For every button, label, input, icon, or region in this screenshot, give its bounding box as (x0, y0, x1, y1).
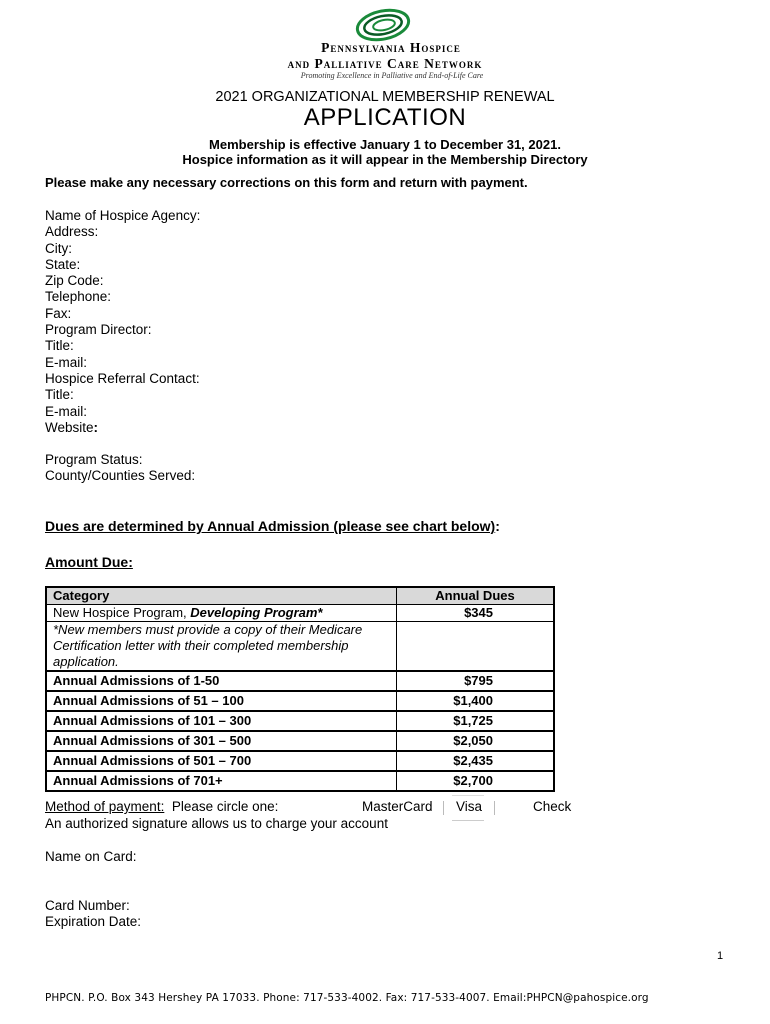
agency-fields (45, 208, 200, 436)
field-address[interactable]: Address: (45, 224, 99, 240)
tier-label: Annual Admissions of 501 – 700 (46, 751, 397, 771)
table-row (46, 605, 554, 622)
tier-dues: $795 (397, 671, 555, 691)
field-fax[interactable]: Fax: (45, 305, 72, 321)
table-row (46, 622, 554, 672)
field-agency-name[interactable]: Name of Hospice Agency: (45, 208, 201, 223)
header-annual-dues: Annual Dues (397, 587, 555, 605)
new-program-label: New Hospice Program, (53, 605, 191, 620)
field-expiration-date[interactable]: Expiration Date: (45, 914, 142, 929)
org-name-line2: and Palliative Care Network (287, 56, 483, 71)
page-number: 1 (717, 950, 724, 962)
field-director-title[interactable]: Title: (45, 338, 74, 354)
field-zip[interactable]: Zip Code: (45, 273, 104, 289)
table-header-row (46, 587, 554, 605)
field-referral-email[interactable]: E-mail: (45, 403, 88, 419)
tier-label: Annual Admissions of 101 – 300 (46, 711, 397, 731)
new-program-cell (46, 605, 397, 622)
org-tagline: Promoting Excellence in Palliative and End-of-Life Care (300, 71, 484, 80)
field-telephone[interactable]: Telephone: (45, 289, 112, 305)
option-divider (452, 795, 484, 796)
table-row (46, 691, 554, 711)
corrections-instruction: Please make any necessary corrections on this form and return with payment. (45, 175, 528, 190)
option-divider (494, 801, 495, 815)
medicare-note: *New members must provide a copy of their Medicare Certification letter with their completed membership application. (46, 622, 397, 672)
renewal-title: 2021 ORGANIZATIONAL MEMBERSHIP RENEWAL (215, 89, 555, 105)
effective-dates: Membership is effective January 1 to December 31, 2021. (209, 137, 561, 152)
field-card-number[interactable]: Card Number: (45, 898, 130, 913)
dues-heading-text: Dues are determined by Annual Admission (please see chart below) (45, 518, 496, 534)
application-title: APPLICATION (303, 104, 467, 131)
field-website[interactable] (45, 420, 200, 436)
tier-dues: $2,435 (397, 751, 555, 771)
tier-dues: $1,725 (397, 711, 555, 731)
program-fields (45, 452, 195, 485)
dues-heading-colon: : (495, 518, 500, 534)
table-row (46, 771, 554, 791)
field-city[interactable]: City: (45, 240, 72, 256)
tier-label: Annual Admissions of 701+ (46, 771, 397, 791)
tier-label: Annual Admissions of 301 – 500 (46, 731, 397, 751)
tier-label: Annual Admissions of 51 – 100 (46, 691, 397, 711)
dues-table (45, 586, 555, 792)
tier-label: Annual Admissions of 1-50 (46, 671, 397, 691)
tier-dues: $2,050 (397, 731, 555, 751)
field-program-status[interactable]: Program Status: (45, 452, 143, 467)
field-director-email[interactable]: E-mail: (45, 354, 88, 370)
field-name-on-card[interactable]: Name on Card: (45, 849, 137, 864)
field-program-director[interactable]: Program Director: (45, 322, 152, 338)
footer-contact: PHPCN. P.O. Box 343 Hershey PA 17033. Phone: 717-533-4002. Fax: 717-533-4007. Email:PHPCN@pahospice.org (45, 992, 649, 1004)
option-divider (452, 820, 484, 821)
field-counties-served[interactable]: County/Counties Served: (45, 468, 196, 484)
authorization-note: An authorized signature allows us to charge your account (45, 816, 388, 831)
field-website-colon: : (93, 419, 99, 435)
empty-cell (397, 622, 555, 672)
field-state[interactable]: State: (45, 256, 81, 272)
table-row (46, 751, 554, 771)
org-name-line1: Pennsylvania Hospice (321, 40, 461, 55)
tier-dues: $2,700 (397, 771, 555, 791)
new-program-emphasis: Developing Program* (190, 605, 323, 620)
amount-due-heading: Amount Due: (45, 554, 133, 570)
mastercard-option[interactable]: MasterCard (362, 799, 433, 814)
dues-heading (45, 518, 500, 534)
field-referral-contact[interactable]: Hospice Referral Contact: (45, 370, 200, 386)
circle-one-text: Please circle one: (164, 799, 279, 814)
payment-method (45, 799, 278, 814)
table-row (46, 731, 554, 751)
visa-option[interactable]: Visa (456, 799, 483, 814)
table-row (46, 711, 554, 731)
payment-method-label: Method of payment: (45, 799, 165, 814)
tier-dues: $1,400 (397, 691, 555, 711)
table-row (46, 671, 554, 691)
header-category: Category (46, 587, 397, 605)
check-option[interactable]: Check (533, 799, 572, 814)
option-divider (443, 801, 444, 815)
field-website-label: Website (45, 419, 94, 435)
new-program-dues: $345 (397, 605, 555, 622)
field-referral-title[interactable]: Title: (45, 387, 74, 403)
directory-note: Hospice information as it will appear in the Membership Directory (182, 152, 588, 167)
swirl-logo-icon (355, 8, 411, 42)
